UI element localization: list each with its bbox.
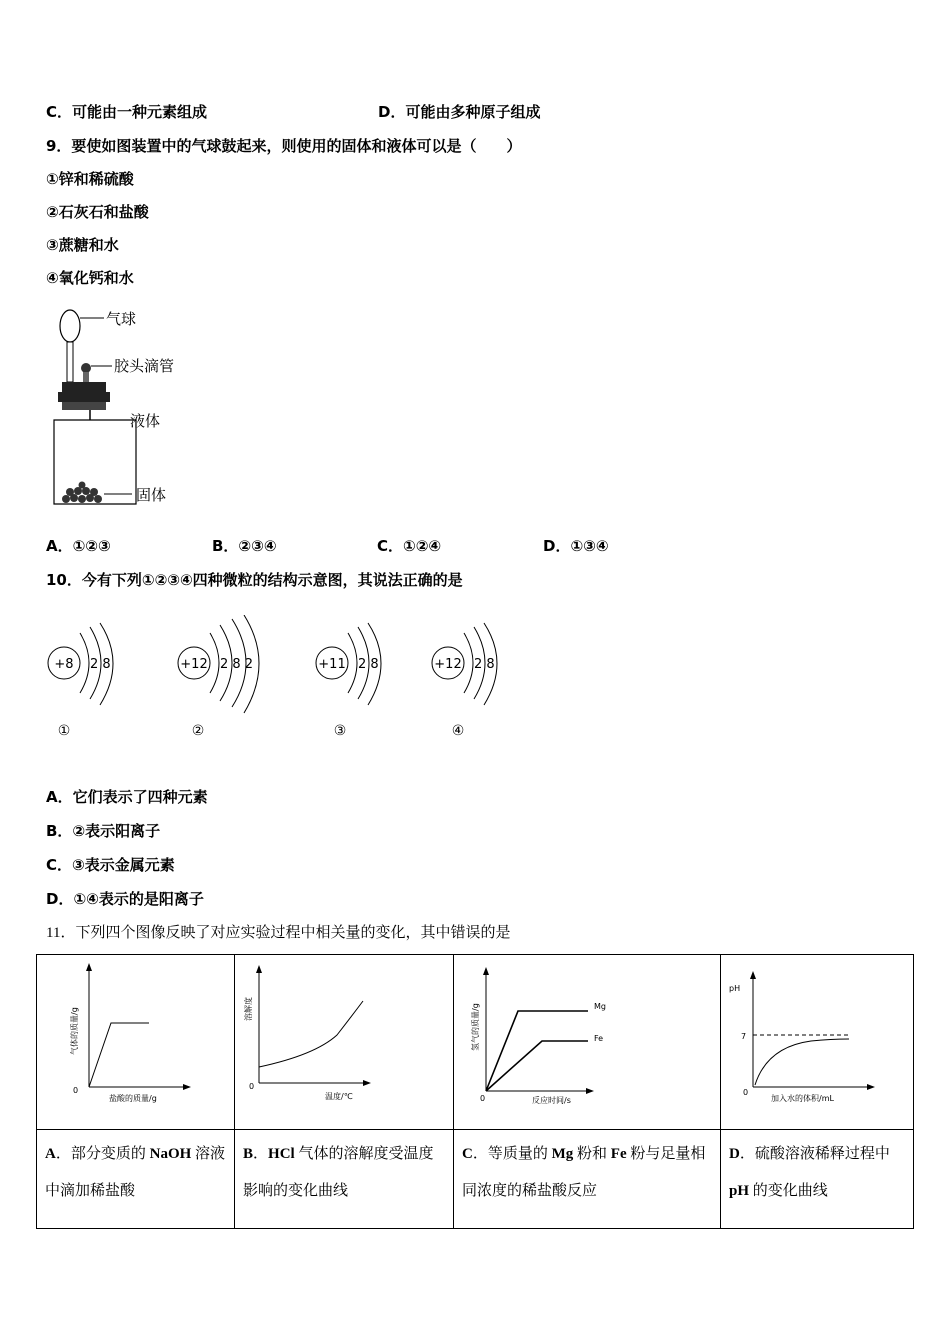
graph-b-ylabel: 溶解度 — [244, 997, 253, 1021]
q9-item-1: ①锌和稀硫酸 — [46, 170, 134, 188]
particle-3-nucleus: +11 — [318, 657, 346, 672]
graph-cell-d — [721, 955, 914, 1130]
particle-1-shells: 2 8 — [90, 657, 111, 672]
graph-c-xlabel: 反应时间/s — [532, 1096, 571, 1105]
caption-d: D．硫酸溶液稀释过程中 pH 的变化曲线 — [721, 1130, 914, 1229]
balloon-shape — [60, 310, 80, 342]
graph-cell-b — [235, 955, 454, 1130]
graph-b-xlabel: 温度/℃ — [325, 1092, 353, 1101]
graph-a-curve — [89, 1023, 149, 1087]
graph-b-origin: 0 — [249, 1082, 255, 1091]
q9-option-b: B．②③④ — [212, 537, 277, 555]
q10-option-b: B．②表示阳离子 — [46, 822, 161, 840]
graph-c-ylabel: 氢气的质量/g — [471, 1003, 480, 1051]
graph-a-ylabel: 气体的质量/g — [70, 1007, 79, 1055]
particle-2 — [178, 615, 259, 739]
particle-3 — [316, 623, 381, 739]
particle-2-index: ② — [191, 723, 205, 739]
graph-cell-a — [37, 955, 235, 1130]
balloon-apparatus-figure — [46, 300, 246, 515]
label-balloon: 气球 — [106, 310, 137, 328]
q10-option-c: C．③表示金属元素 — [46, 856, 175, 874]
graph-cell-c — [454, 955, 721, 1130]
graph-b-curve — [259, 1001, 363, 1067]
particle-2-shells: 2 8 2 — [220, 657, 254, 672]
q10-option-a: A．它们表示了四种元素 — [46, 788, 208, 806]
caption-a: A．部分变质的 NaOH 溶液中滴加稀盐酸 — [37, 1130, 235, 1229]
particle-1-index: ① — [57, 723, 71, 739]
graph-d — [721, 955, 913, 1125]
graph-d-origin: 0 — [743, 1088, 749, 1097]
particle-2-nucleus: +12 — [180, 657, 208, 672]
particle-4-nucleus: +12 — [434, 657, 462, 672]
label-dropper: 胶头滴管 — [114, 357, 175, 375]
graph-c-mg-label: Mg — [594, 1002, 606, 1011]
graph-b — [235, 955, 453, 1125]
graph-d-ref-value: 7 — [741, 1032, 747, 1041]
q8-option-d: D．可能由多种原子组成 — [378, 103, 541, 121]
q9-option-a: A．①②③ — [46, 537, 111, 555]
particle-4 — [432, 623, 497, 739]
atomic-structure-diagrams — [40, 615, 520, 745]
particle-3-shells: 2 8 — [358, 657, 379, 672]
q9-option-d: D．①③④ — [543, 537, 609, 555]
label-liquid: 液体 — [130, 412, 161, 430]
graph-a-origin: 0 — [73, 1086, 79, 1095]
graph-d-xlabel: 加入水的体积/mL — [771, 1094, 834, 1103]
q9-item-4: ④氧化钙和水 — [46, 269, 134, 287]
label-solid: 固体 — [136, 486, 167, 504]
particle-3-index: ③ — [333, 723, 347, 739]
caption-b: B．HCl 气体的溶解度受温度影响的变化曲线 — [235, 1130, 454, 1229]
graph-a — [37, 955, 234, 1125]
graph-a-xlabel: 盐酸的质量/g — [109, 1094, 157, 1103]
graph-c-mg-line — [486, 1011, 588, 1091]
graph-c-fe-label: Fe — [594, 1034, 604, 1043]
graph-c — [454, 955, 720, 1125]
particle-4-shells: 2 8 — [474, 657, 495, 672]
particle-1 — [48, 623, 113, 739]
q10-stem: 10．今有下列①②③④四种微粒的结构示意图，其说法正确的是 — [46, 571, 463, 589]
graph-d-curve — [755, 1039, 849, 1085]
q11-graph-table — [36, 954, 914, 1229]
q8-option-c: C．可能由一种元素组成 — [46, 103, 208, 121]
q9-stem: 9．要使如图装置中的气球鼓起来，则使用的固体和液体可以是（ ） — [46, 137, 522, 155]
q11-stem: 11．下列四个图像反映了对应实验过程中相关量的变化，其中错误的是 — [46, 925, 511, 941]
q9-item-2: ②石灰石和盐酸 — [46, 203, 149, 221]
q9-option-c: C．①②④ — [377, 537, 442, 555]
caption-c: C．等质量的 Mg 粉和 Fe 粉与足量相同浓度的稀盐酸反应 — [454, 1130, 721, 1229]
q9-item-3: ③蔗糖和水 — [46, 236, 119, 254]
q10-option-d: D．①④表示的是阳离子 — [46, 890, 204, 908]
graph-c-origin: 0 — [480, 1094, 486, 1103]
particle-1-nucleus: +8 — [54, 657, 74, 672]
particle-4-index: ④ — [451, 723, 465, 739]
graph-d-ylabel: pH — [729, 984, 741, 993]
graph-c-fe-line — [486, 1041, 588, 1091]
